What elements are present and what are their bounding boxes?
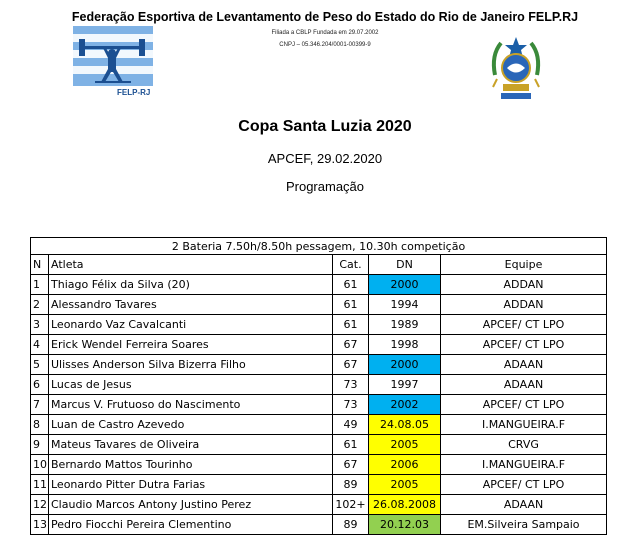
table-row [31,495,607,515]
event-place-date: APCEF, 29.02.2020 [267,151,383,166]
athlete-name: Marcus V. Frutuoso do Nascimento [49,395,333,415]
birth-date: 2000 [369,355,441,375]
row-number: 5 [31,355,49,375]
table-row [31,395,607,415]
team: ADAAN [441,355,607,375]
affiliation-line: Filiada a CBLP Fundada em 29.07.2002 [271,30,379,36]
table-row [31,335,607,355]
athlete-name: Erick Wendel Ferreira Soares [49,335,333,355]
athlete-name: Alessandro Tavares [49,295,333,315]
table-row [31,435,607,455]
birth-date: 1997 [369,375,441,395]
birth-date: 1989 [369,315,441,335]
row-number: 1 [31,275,49,295]
birth-date: 1994 [369,295,441,315]
row-number: 11 [31,475,49,495]
birth-date: 2006 [369,455,441,475]
category: 67 [333,455,369,475]
team: I.MANGUEIRA.F [441,415,607,435]
team: APCEF/ CT LPO [441,475,607,495]
category: 102+ [333,495,369,515]
row-number: 2 [31,295,49,315]
team: APCEF/ CT LPO [441,395,607,415]
birth-date: 2000 [369,275,441,295]
athlete-name: Leonardo Vaz Cavalcanti [49,315,333,335]
team: EM.Silveira Sampaio [441,515,607,535]
row-number: 7 [31,395,49,415]
team: CRVG [441,435,607,455]
org-name: Federação Esportiva de Levantamento de Peso do Estado do Rio de Janeiro FELP.RJ [71,10,579,24]
birth-date: 2005 [369,475,441,495]
logo-text: FELP-RJ [117,88,151,97]
birth-date: 2002 [369,395,441,415]
athlete-name: Luan de Castro Azevedo [49,415,333,435]
table-row [31,375,607,395]
coat-of-arms-icon [487,35,545,103]
table-row [31,455,607,475]
row-number: 6 [31,375,49,395]
birth-date: 20.12.03 [369,515,441,535]
category: 89 [333,515,369,535]
event-title: Copa Santa Luzia 2020 [238,118,412,135]
row-number: 12 [31,495,49,515]
category: 49 [333,415,369,435]
team: ADDAN [441,295,607,315]
athlete-name: Pedro Fiocchi Pereira Clementino [49,515,333,535]
row-number: 4 [31,335,49,355]
team: ADAAN [441,495,607,515]
col-header-cat: Cat. [333,255,369,275]
category: 61 [333,435,369,455]
table-row [31,475,607,495]
team: APCEF/ CT LPO [441,315,607,335]
felp-rj-logo [73,26,153,98]
athlete-name: Claudio Marcos Antony Justino Perez [49,495,333,515]
col-header-team: Equipe [441,255,607,275]
athlete-name: Bernardo Mattos Tourinho [49,455,333,475]
col-header-athlete: Atleta [49,255,333,275]
event-subtitle: Programação [285,179,365,194]
athlete-name: Thiago Félix da Silva (20) [49,275,333,295]
birth-date: 2005 [369,435,441,455]
schedule-table [30,237,607,535]
table-header-row [31,255,607,275]
athlete-name: Ulisses Anderson Silva Bizerra Filho [49,355,333,375]
col-header-dn: DN [369,255,441,275]
row-number: 10 [31,455,49,475]
category: 89 [333,475,369,495]
birth-date: 24.08.05 [369,415,441,435]
team: I.MANGUEIRA.F [441,455,607,475]
row-number: 8 [31,415,49,435]
cnpj-line: CNPJ – 05.346.204/0001-00399-9 [279,42,371,48]
athlete-name: Lucas de Jesus [49,375,333,395]
birth-date: 1998 [369,335,441,355]
team: ADAAN [441,375,607,395]
athlete-name: Mateus Tavares de Oliveira [49,435,333,455]
team: ADDAN [441,275,607,295]
category: 73 [333,395,369,415]
category: 67 [333,355,369,375]
table-row [31,415,607,435]
row-number: 13 [31,515,49,535]
category: 73 [333,375,369,395]
category: 61 [333,295,369,315]
category: 61 [333,315,369,335]
team: APCEF/ CT LPO [441,335,607,355]
table-row [31,295,607,315]
table-row [31,315,607,335]
category: 61 [333,275,369,295]
table-row [31,355,607,375]
session-info: 2 Bateria 7.50h/8.50h pessagem, 10.30h competição [31,238,607,255]
table-row [31,275,607,295]
athlete-name: Leonardo Pitter Dutra Farias [49,475,333,495]
birth-date: 26.08.2008 [369,495,441,515]
table-row [31,515,607,535]
col-header-n: N [31,255,49,275]
category: 67 [333,335,369,355]
row-number: 3 [31,315,49,335]
row-number: 9 [31,435,49,455]
